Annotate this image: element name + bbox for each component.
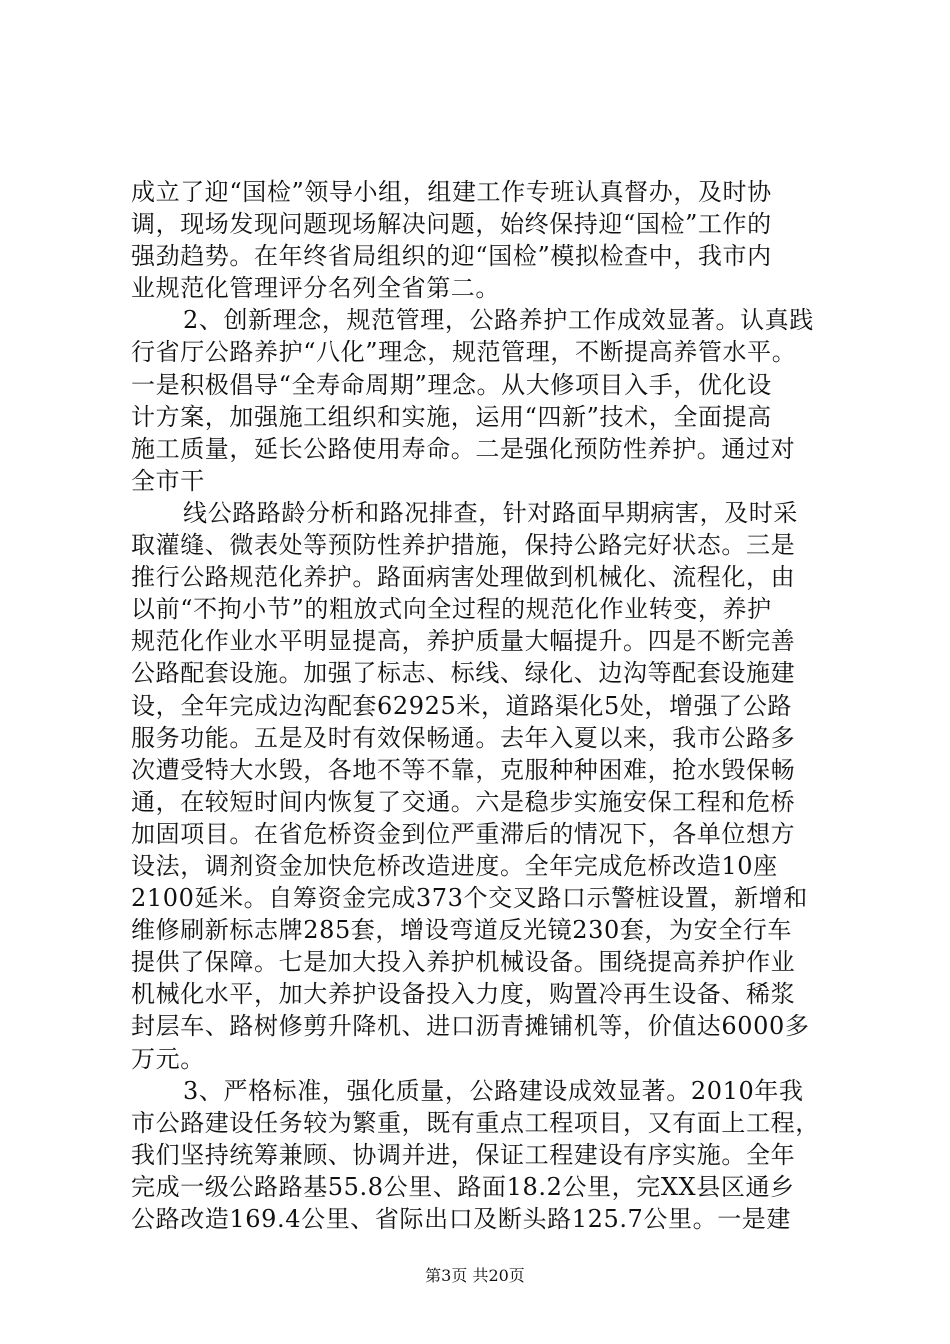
text-line: 封层车、路树修剪升降机、进口沥青摊铺机等，价值达6000多: [131, 1012, 810, 1041]
text-line: 设，全年完成边沟配套62925米，道路渠化5处，增强了公路: [131, 691, 793, 720]
text-line: 调，现场发现问题现场解决问题，始终保持迎“国检”工作的: [131, 210, 772, 239]
text-line: 取灌缝、微表处等预防性养护措施，保持公路完好状态。三是: [131, 531, 796, 560]
page-footer: 第3页 共20页: [425, 1266, 525, 1285]
text-line: 3、严格标准，强化质量，公路建设成效显著。2010年我: [183, 1076, 804, 1105]
text-line: 2、创新理念，规范管理，公路养护工作成效显著。认真践: [183, 306, 814, 335]
text-line: 一是积极倡导“全寿命周期”理念。从大修项目入手，优化设: [131, 370, 772, 399]
text-line: 我们坚持统筹兼顾、协调并进，保证工程建设有序实施。全年: [131, 1140, 796, 1169]
text-line: 计方案，加强施工组织和实施，运用“四新”技术，全面提高: [131, 402, 772, 431]
text-line: 加固项目。在省危桥资金到位严重滞后的情况下，各单位想方: [131, 819, 796, 848]
text-line: 强劲趋势。在年终省局组织的迎“国检”模拟检查中，我市内: [131, 242, 772, 271]
text-line: 完成一级公路路基55.8公里、路面18.2公里，完XX县区通乡: [131, 1172, 795, 1201]
text-line: 次遭受特大水毁，各地不等不靠，克服种种困难，抢水毁保畅: [131, 755, 796, 784]
text-line: 通，在较短时间内恢复了交通。六是稳步实施安保工程和危桥: [131, 787, 796, 816]
text-line: 机械化水平，加大养护设备投入力度，购置冷再生设备、稀浆: [131, 980, 796, 1009]
text-line: 2100延米。自筹资金完成373个交叉路口示警桩设置，新增和: [131, 884, 808, 913]
text-line: 业规范化管理评分名列全省第二。: [131, 274, 500, 303]
text-line: 设法，调剂资金加快危桥改造进度。全年完成危桥改造10座: [131, 851, 778, 880]
text-line: 规范化作业水平明显提高，养护质量大幅提升。四是不断完善: [131, 627, 796, 656]
text-line: 公路改造169.4公里、省际出口及断头路125.7公里。一是建: [131, 1205, 792, 1233]
text-line: 市公路建设任务较为繁重，既有重点工程项目，又有面上工程，: [131, 1108, 820, 1137]
text-line: 万元。: [131, 1044, 205, 1073]
text-line: 服务功能。五是及时有效保畅通。去年入夏以来，我市公路多: [131, 723, 796, 752]
text-line: 线公路路龄分析和路况排查，针对路面早期病害，及时采: [183, 498, 798, 527]
text-line: 行省厅公路养护“八化”理念，规范管理，不断提高养管水平。: [131, 338, 797, 367]
text-line: 全市干: [131, 466, 205, 495]
text-line: 公路配套设施。加强了标志、标线、绿化、边沟等配套设施建: [131, 659, 796, 688]
text-line: 施工质量，延长公路使用寿命。二是强化预防性养护。通过对: [131, 434, 796, 463]
text-line: 推行公路规范化养护。路面病害处理做到机械化、流程化，由: [131, 563, 796, 592]
body-text: [131, 176, 831, 1235]
text-line: 提供了保障。七是加大投入养护机械设备。围绕提高养护作业: [131, 948, 796, 977]
text-line: 成立了迎“国检”领导小组，组建工作专班认真督办，及时协: [131, 178, 772, 206]
text-line: 维修刷新标志牌285套，增设弯道反光镜230套，为安全行车: [131, 916, 793, 945]
text-line: 以前“不拘小节”的粗放式向全过程的规范化作业转变，养护: [131, 595, 772, 624]
